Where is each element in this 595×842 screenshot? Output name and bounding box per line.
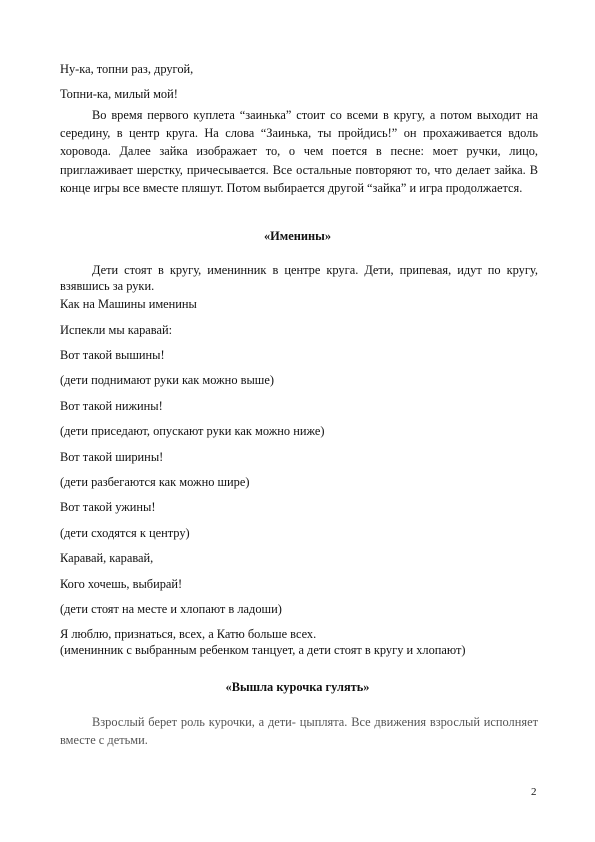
section-heading-kurochka: «Вышла курочка гулять» [225, 680, 370, 694]
song-line: Вот такой нижины! [60, 399, 163, 413]
stage-direction: (дети разбегаются как можно шире) [60, 475, 250, 489]
verse-line: Топни-ка, милый мой! [60, 87, 178, 101]
song-line: Как на Машины именины [60, 297, 197, 311]
verse-line: Ну-ка, топни раз, другой, [60, 62, 194, 76]
song-line: Вот такой вышины! [60, 348, 165, 362]
paragraph-kurochka-description: Взрослый берет роль курочки, а дети- цыплята. Все движения взрослый исполняет вместе с детьми. [60, 715, 538, 748]
paragraph-zainka-description: Во время первого куплета “заинька” стоит со всеми в кругу, а потом выходит на середину, в центр круга. На слова “Заинька, ты пройдись!” он прохаживается вдоль хоровода. Далее зайка изображает то, о чем поется в песне: моет ручки, лицо, приглаживает шерстку, причесывается. Все остальные повторяют то, что делает зайка. В конце игры все вместе пляшут. Потом выбирается другой “зайка” и игра продолжается. [60, 108, 538, 195]
song-line: Кого хочешь, выбирай! [60, 577, 183, 591]
song-line: Я люблю, признаться, всех, а Катю больше всех. [60, 627, 317, 641]
stage-direction: (дети стоят на месте и хлопают в ладоши) [60, 602, 282, 616]
song-line: Каравай, каравай, [60, 551, 154, 565]
section-heading-imeniny: «Именины» [263, 229, 332, 243]
stage-direction: (дети приседают, опускают руки как можно ниже) [60, 424, 325, 438]
stage-direction: (дети сходятся к центру) [60, 526, 190, 540]
song-line: Вот такой ширины! [60, 450, 164, 464]
stage-direction: (дети поднимают руки как можно выше) [60, 373, 274, 387]
page-number: 2 [531, 786, 537, 798]
song-line: Вот такой ужины! [60, 500, 156, 514]
paragraph-imeniny-intro: Дети стоят в кругу, именинник в центре круга. Дети, припевая, идут по кругу, взявшись за руки. [60, 263, 538, 293]
stage-direction: (именинник с выбранным ребенком танцует, а дети стоят в кругу и хлопают) [60, 643, 466, 657]
song-line: Испекли мы каравай: [60, 323, 173, 337]
